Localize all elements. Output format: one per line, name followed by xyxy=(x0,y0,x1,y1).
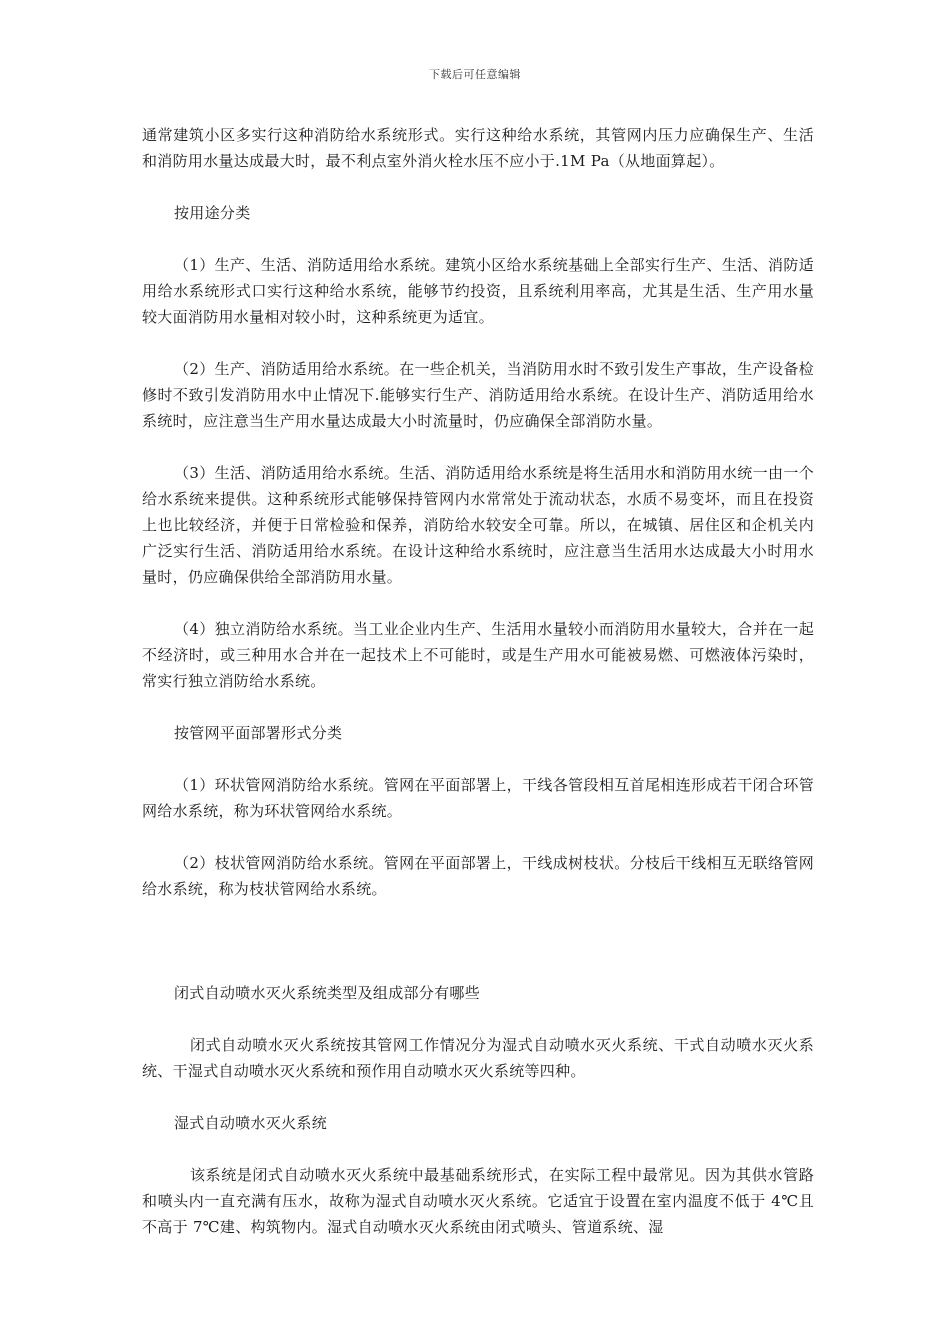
paragraph-purpose-1: （1）生产、生活、消防适用给水系统。建筑小区给水系统基础上全部实行生产、生活、消防适用给水系统形式口实行这种给水系统，能够节约投资，且系统利用率高，尤其是生活、生产用水量较大面消防用水量相对较小时，这种系统更为适宜。 xyxy=(142,256,814,326)
section-spacer xyxy=(142,928,814,980)
page-header: 下载后可任意编辑 xyxy=(429,68,521,81)
paragraph-intro: 通常建筑小区多实行这种消防给水系统形式。实行这种给水系统，其管网内压力应确保生产、生活和消防用水量达成最大时，最不利点室外消火栓水压不应小于.1M Pa（从地面算起）。 xyxy=(142,126,814,170)
paragraph-purpose-2: （2）生产、消防适用给水系统。在一些企机关，当消防用水时不致引发生产事故，生产设备检修时不致引发消防用水中止情况下.能够实行生产、消防适用给水系统。在设计生产、消防适用给水系统时，应注意当生产用水量达成最大小时流量时，仍应确保全部消防水量。 xyxy=(142,360,814,430)
paragraph-closed-sprinkler: 闭式自动喷水灭火系统按其管网工作情况分为湿式自动喷水灭火系统、干式自动喷水灭火系统、干湿式自动喷水灭火系统和预作用自动喷水灭火系统等四种。 xyxy=(142,1036,814,1080)
paragraph-purpose-3: （3）生活、消防适用给水系统。生活、消防适用给水系统是将生活用水和消防用水统一由一个给水系统来提供。这种系统形式能够保持管网内水常常处于流动状态，水质不易变坏，而且在投资上也比较经济，并便于日常检验和保养，消防给水较安全可靠。所以，在城镇、居住区和企机关内广泛实行生活、消防适用给水系统。在设计这种给水系统时，应注意当生活用水达成最大小时用水量时，仍应确保供给全部消防用水量。 xyxy=(142,464,814,586)
paragraph-layout-2: （2）枝状管网消防给水系统。管网在平面部署上，干线成树枝状。分枝后干线相互无联络管网给水系统，称为枝状管网给水系统。 xyxy=(142,854,814,898)
paragraph-wet-sprinkler: 该系统是闭式自动喷水灭火系统中最基础系统形式，在实际工程中最常见。因为其供水管路和喷头内一直充满有压水，故称为湿式自动喷水灭火系统。它适宜于设置在室内温度不低于 4℃且不高于 7℃建、构筑物内。湿式自动喷水灭火系统由闭式喷头、管道系统、湿 xyxy=(142,1166,814,1236)
section-heading-closed-sprinkler: 闭式自动喷水灭火系统类型及组成部分有哪些 xyxy=(174,984,481,1002)
paragraph-purpose-4: （4）独立消防给水系统。当工业企业内生产、生活用水量较小而消防用水量较大，合并在一起不经济时，或三种用水合并在一起技术上不可能时，或是生产用水可能被易燃、可燃液体污染时，常实行独立消防给水系统。 xyxy=(142,620,814,690)
paragraph-layout-1: （1）环状管网消防给水系统。管网在平面部署上，干线各管段相互首尾相连形成若干闭合环管网给水系统，称为环状管网给水系统。 xyxy=(142,776,814,820)
section-heading-by-layout: 按管网平面部署形式分类 xyxy=(174,724,343,742)
section-heading-by-purpose: 按用途分类 xyxy=(174,204,251,222)
document-body xyxy=(142,122,814,1266)
section-heading-wet-sprinkler: 湿式自动喷水灭火系统 xyxy=(174,1114,328,1132)
